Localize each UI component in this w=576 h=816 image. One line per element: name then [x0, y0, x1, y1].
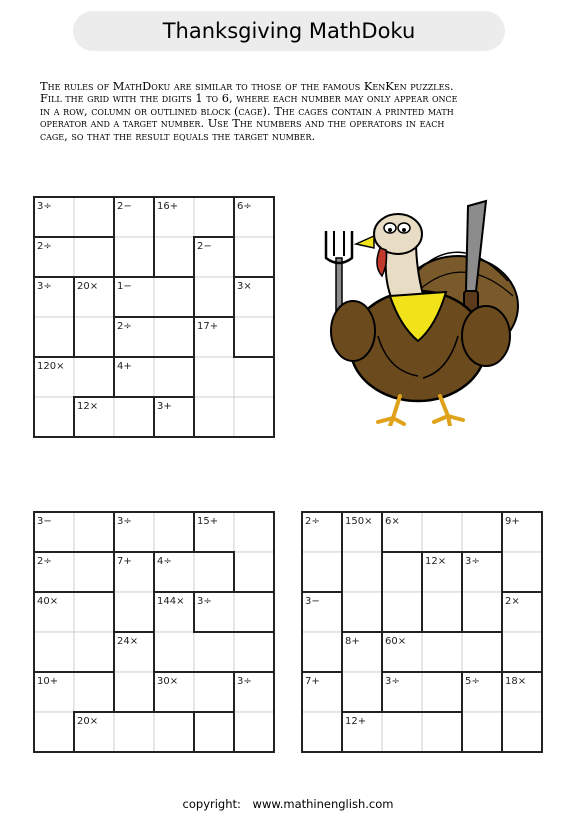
- cage-label: 7+: [305, 676, 320, 687]
- grid-cell[interactable]: [422, 512, 462, 552]
- cage-label: 60×: [385, 636, 407, 647]
- grid-cell[interactable]: [194, 632, 234, 672]
- grid-cell[interactable]: [114, 592, 154, 632]
- puzzle-grid-2: [33, 511, 275, 753]
- grid-cell[interactable]: [234, 317, 274, 357]
- grid-cell[interactable]: [302, 712, 342, 752]
- cage-label: 30×: [157, 676, 179, 687]
- grid-cell[interactable]: [342, 672, 382, 712]
- rules-line-2: Fill the grid with the digits 1 to 6, where each number may only appear once: [40, 91, 458, 106]
- cage-label: 17+: [197, 321, 219, 332]
- cage-label: 8+: [345, 636, 360, 647]
- cage-label: 12+: [345, 716, 367, 727]
- cage-label: 2×: [505, 596, 520, 607]
- grid-cell[interactable]: [382, 552, 422, 592]
- grid-cell[interactable]: [502, 712, 542, 752]
- grid-cell[interactable]: [462, 632, 502, 672]
- grid-cell[interactable]: [154, 277, 194, 317]
- grid-cell[interactable]: [74, 512, 114, 552]
- page-title: Thanksgiving MathDoku: [162, 19, 416, 43]
- grid-cell[interactable]: [34, 397, 74, 437]
- grid-cell[interactable]: [194, 552, 234, 592]
- cage-label: 120×: [37, 361, 65, 372]
- grid-cell[interactable]: [234, 552, 274, 592]
- cage-label: 2÷: [117, 321, 132, 332]
- turkey-icon: [318, 196, 528, 426]
- cage-label: 144×: [157, 596, 185, 607]
- cage-label: 150×: [345, 516, 373, 527]
- cage-label: 3+: [157, 401, 172, 412]
- grid-cell[interactable]: [194, 712, 234, 752]
- cage-label: 5÷: [465, 676, 480, 687]
- cage-label: 18×: [505, 676, 527, 687]
- grid-cell[interactable]: [74, 672, 114, 712]
- cage-label: 3−: [37, 516, 52, 527]
- cage-label: 6×: [385, 516, 400, 527]
- grid-cell[interactable]: [382, 712, 422, 752]
- grid-cell[interactable]: [74, 197, 114, 237]
- grid-cell[interactable]: [114, 397, 154, 437]
- grid-cell[interactable]: [234, 357, 274, 397]
- mathdoku-svg: [33, 196, 275, 438]
- grid-cell[interactable]: [422, 672, 462, 712]
- grid-cell[interactable]: [462, 712, 502, 752]
- cage-label: 3÷: [117, 516, 132, 527]
- cage-label: 3÷: [197, 596, 212, 607]
- grid-cell[interactable]: [234, 592, 274, 632]
- cage-label: 12×: [77, 401, 99, 412]
- grid-cell[interactable]: [382, 592, 422, 632]
- grid-cell[interactable]: [154, 357, 194, 397]
- grid-cell[interactable]: [74, 237, 114, 277]
- cage-label: 3÷: [37, 281, 52, 292]
- cage-label: 7+: [117, 556, 132, 567]
- grid-cell[interactable]: [74, 357, 114, 397]
- rules-line-4: operator and a target number. Use The numbers and the operators in each: [40, 116, 445, 131]
- grid-cell[interactable]: [34, 632, 74, 672]
- puzzle-grid-3: [301, 511, 543, 753]
- cage-label: 3÷: [465, 556, 480, 567]
- grid-cell[interactable]: [194, 197, 234, 237]
- cage-label: 1−: [117, 281, 132, 292]
- grid-cell[interactable]: [342, 552, 382, 592]
- cage-label: 10+: [37, 676, 59, 687]
- cage-label: 24×: [117, 636, 139, 647]
- cage-label: 20×: [77, 281, 99, 292]
- cage-label: 2−: [117, 201, 132, 212]
- cage-label: 3×: [237, 281, 252, 292]
- grid-cell[interactable]: [194, 357, 234, 397]
- grid-cell[interactable]: [154, 237, 194, 277]
- cage-label: 2÷: [305, 516, 320, 527]
- grid-cell[interactable]: [302, 552, 342, 592]
- cage-label: 2−: [197, 241, 212, 252]
- grid-cell[interactable]: [502, 552, 542, 592]
- grid-cell[interactable]: [154, 317, 194, 357]
- cage-label: 3÷: [37, 201, 52, 212]
- copyright-label: copyright:: [182, 797, 241, 811]
- grid-cell[interactable]: [114, 237, 154, 277]
- grid-cell[interactable]: [462, 512, 502, 552]
- grid-cell[interactable]: [74, 552, 114, 592]
- rules-text: [40, 80, 540, 142]
- cage-label: 3÷: [237, 676, 252, 687]
- grid-cell[interactable]: [194, 277, 234, 317]
- cage-label: 2÷: [37, 241, 52, 252]
- grid-cell[interactable]: [234, 712, 274, 752]
- cage-label: 16+: [157, 201, 179, 212]
- grid-cell[interactable]: [234, 397, 274, 437]
- cage-label: 3−: [305, 596, 320, 607]
- grid-cell[interactable]: [234, 632, 274, 672]
- grid-cell[interactable]: [114, 712, 154, 752]
- grid-cell[interactable]: [34, 712, 74, 752]
- grid-cell[interactable]: [302, 632, 342, 672]
- cage-label: 3÷: [385, 676, 400, 687]
- grid-cell[interactable]: [422, 712, 462, 752]
- grid-cell[interactable]: [34, 317, 74, 357]
- cage-label: 12×: [425, 556, 447, 567]
- cage-label: 6÷: [237, 201, 252, 212]
- puzzle-grid-1: [33, 196, 275, 438]
- cage-label: 4÷: [157, 556, 172, 567]
- cage-label: 15+: [197, 516, 219, 527]
- grid-cell[interactable]: [154, 632, 194, 672]
- grid-cell[interactable]: [194, 672, 234, 712]
- grid-cell[interactable]: [342, 592, 382, 632]
- turkey-illustration: [318, 196, 528, 430]
- grid-cell[interactable]: [114, 672, 154, 712]
- grid-cell[interactable]: [194, 397, 234, 437]
- rules-line-5: cage, so that the result equals the target number.: [40, 128, 316, 143]
- grid-cell[interactable]: [422, 592, 462, 632]
- grid-cell[interactable]: [462, 592, 502, 632]
- grid-cell[interactable]: [74, 592, 114, 632]
- title-banner: [73, 11, 505, 51]
- grid-cell[interactable]: [154, 712, 194, 752]
- rules-line-1: The rules of MathDoku are similar to those of the famous KenKen puzzles.: [40, 79, 454, 93]
- cage-label: 9+: [505, 516, 520, 527]
- grid-cell[interactable]: [74, 317, 114, 357]
- grid-cell[interactable]: [234, 512, 274, 552]
- cage-label: 40×: [37, 596, 59, 607]
- grid-cell[interactable]: [154, 512, 194, 552]
- grid-cell[interactable]: [422, 632, 462, 672]
- cage-label: 20×: [77, 716, 99, 727]
- copyright-footer: [0, 797, 576, 811]
- grid-cell[interactable]: [502, 632, 542, 672]
- grid-cell[interactable]: [74, 632, 114, 672]
- mathdoku-svg: [301, 511, 543, 753]
- cage-label: 4+: [117, 361, 132, 372]
- cage-label: 2÷: [37, 556, 52, 567]
- rules-line-3: in a row, column or outlined block (cage). The cages contain a printed math: [40, 103, 454, 118]
- copyright-url[interactable]: www.mathinenglish.com: [252, 797, 394, 811]
- grid-cell[interactable]: [234, 237, 274, 277]
- mathdoku-svg: [33, 511, 275, 753]
